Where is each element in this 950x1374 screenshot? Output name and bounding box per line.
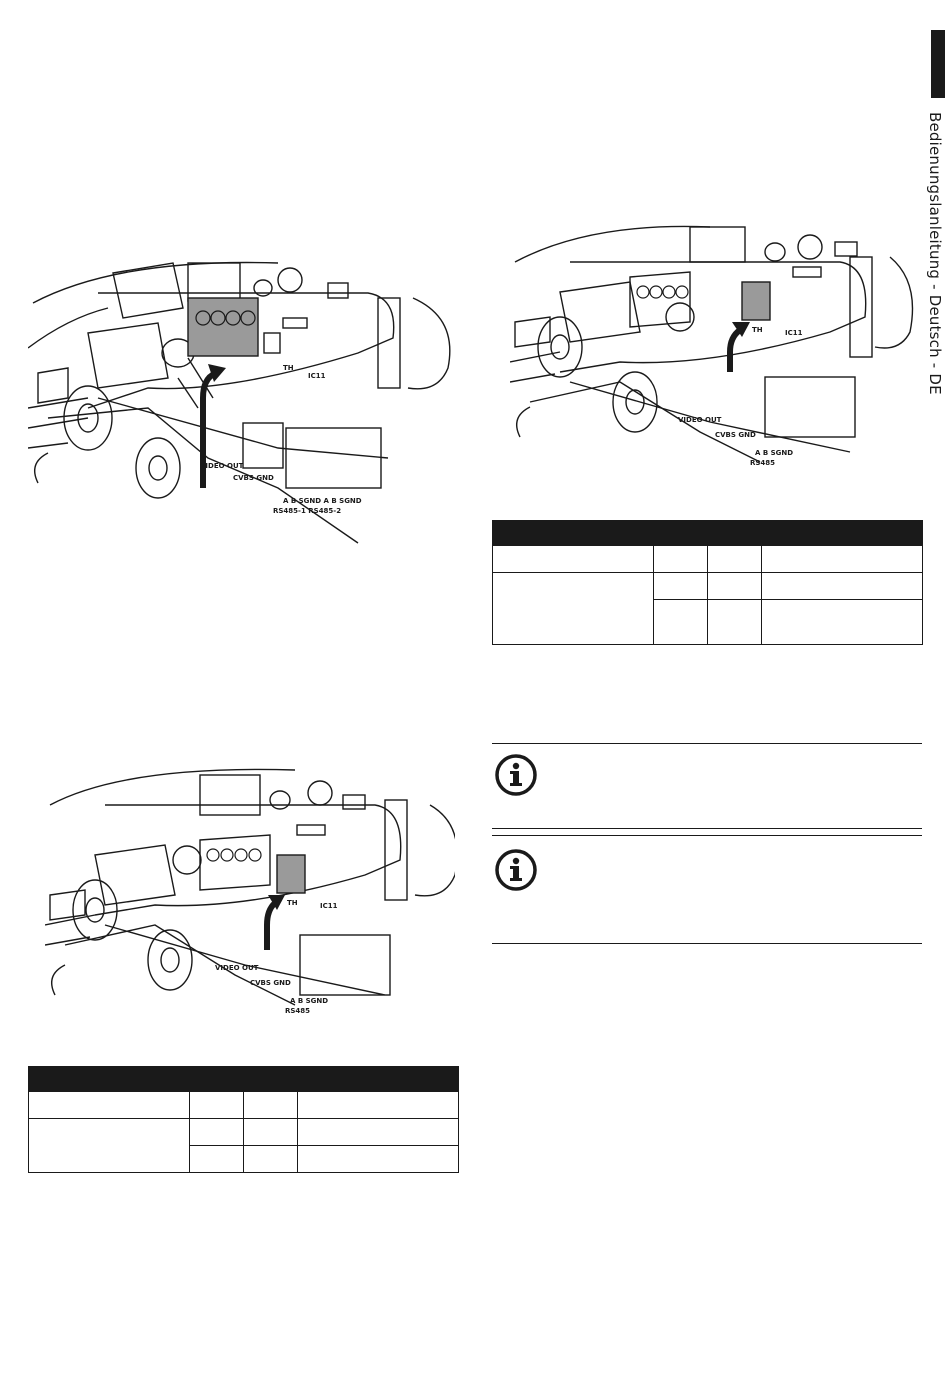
fig1-label-rs485: RS485-1 RS485-2 — [273, 507, 342, 515]
fig2-label-cvbs: CVBS GND — [250, 979, 291, 987]
language-tab-marker — [931, 30, 945, 98]
fig2-label-ic11: IC11 — [320, 902, 338, 910]
fig2-label-video-out: VIDEO OUT — [215, 964, 259, 972]
fig1-label-ab: A B SGND A B SGND — [283, 497, 362, 505]
table-right-header — [493, 521, 923, 546]
note2-bottom-rule — [492, 943, 922, 944]
info-icon — [494, 848, 538, 897]
illustration-dip-switch-left — [45, 765, 455, 1020]
illustration-terminal-connector — [28, 258, 458, 548]
fig2-label-th: TH — [287, 899, 298, 907]
fig2-label-ab: A B SGND — [290, 997, 329, 1005]
table-left — [28, 1066, 459, 1173]
language-tab-label: Bedienungslanleitung - Deutsch - DE — [926, 112, 944, 395]
fig1-label-th: TH — [283, 364, 294, 372]
fig3-label-ic11: IC11 — [785, 329, 803, 337]
fig3-label-th: TH — [752, 326, 763, 334]
note1-bottom-rule — [492, 828, 922, 829]
fig3-label-cvbs: CVBS GND — [715, 431, 756, 439]
fig2-label-rs485: RS485 — [285, 1007, 311, 1015]
fig3-label-rs485: RS485 — [750, 459, 776, 467]
table-row — [493, 546, 923, 573]
fig3-label-ab: A B SGND — [755, 449, 794, 457]
table-right — [492, 520, 923, 645]
table-row — [493, 573, 923, 600]
table-row — [29, 1092, 459, 1119]
fig1-label-cvbs: CVBS GND — [233, 474, 274, 482]
note1-top-rule — [492, 743, 922, 744]
illustration-dip-switch-right — [510, 222, 920, 472]
fig1-label-video-out: VIDEO OUT — [200, 462, 244, 470]
table-left-header — [29, 1067, 459, 1092]
table-row — [29, 1119, 459, 1146]
note2-top-rule — [492, 835, 922, 836]
info-icon — [494, 753, 538, 802]
fig1-label-ic11: IC11 — [308, 372, 326, 380]
fig3-label-video-out: VIDEO OUT — [678, 416, 722, 424]
